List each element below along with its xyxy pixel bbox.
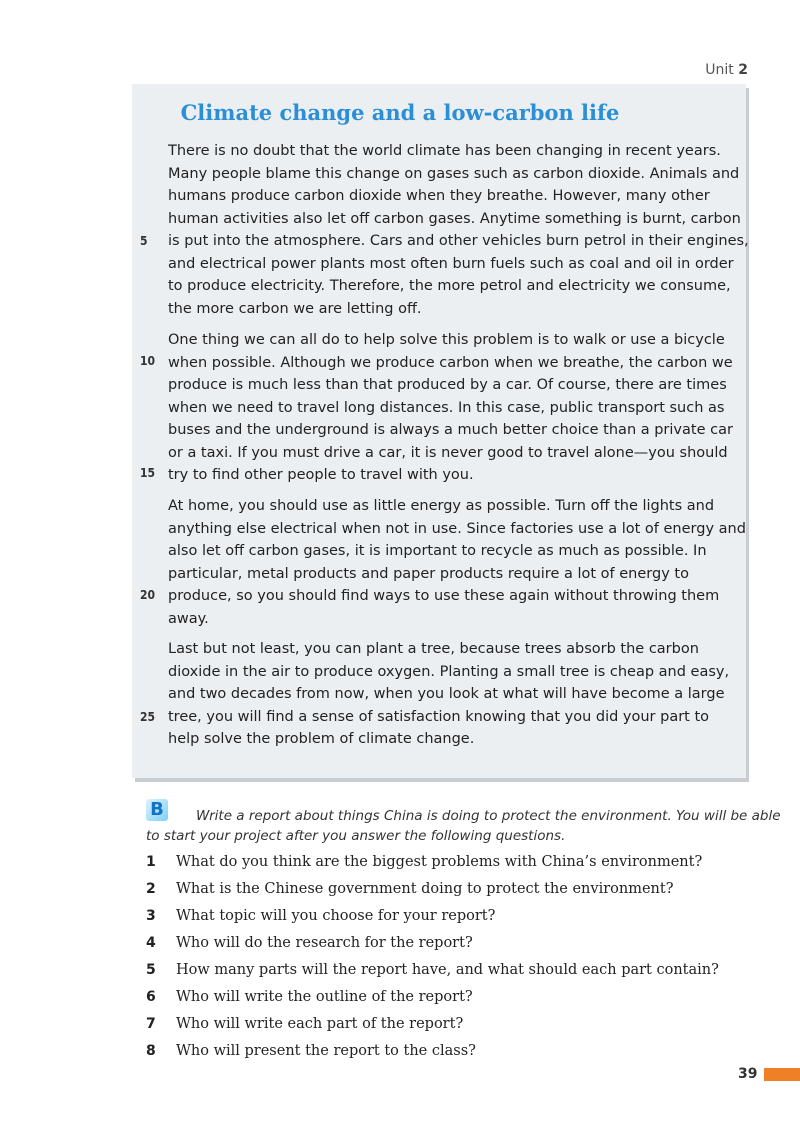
passage-line: One thing we can all do to help solve this problem is to walk or use a bicycle bbox=[168, 332, 725, 348]
passage-line: is put into the atmosphere. Cars and other vehicles burn petrol in their engines, bbox=[168, 233, 749, 249]
question-text: Who will write the outline of the report? bbox=[176, 989, 473, 1005]
passage-line: anything else electrical when not in use. Since factories use a lot of energy and bbox=[168, 520, 746, 537]
section-b-letter: B bbox=[150, 799, 164, 820]
passage-line: humans produce carbon dioxide when they breathe. However, many other bbox=[168, 188, 710, 204]
passage-line: Last but not least, you can plant a tree, because trees absorb the carbon bbox=[168, 641, 699, 657]
question-text: Who will write each part of the report? bbox=[176, 1016, 464, 1032]
question-number: 4 bbox=[146, 935, 156, 951]
page-number: 39 bbox=[738, 1066, 758, 1082]
question-number: 3 bbox=[146, 908, 156, 924]
question-number: 6 bbox=[146, 989, 156, 1005]
section-b-instructions bbox=[146, 806, 781, 846]
line-number: 20 bbox=[140, 588, 156, 602]
passage-line: produce, so you should find ways to use these again without throwing them bbox=[168, 588, 720, 604]
passage-line: to produce electricity. Therefore, the more petrol and electricity we consume, bbox=[168, 278, 731, 294]
passage-line: when possible. Although we produce carbon when we breathe, the carbon we bbox=[168, 354, 733, 371]
unit-number: 2 bbox=[738, 62, 748, 78]
passage-line: try to find other people to travel with you. bbox=[168, 467, 474, 483]
passage-line: also let off carbon gases, it is important to recycle as much as possible. In bbox=[168, 543, 707, 559]
passage-line: Many people blame this change on gases such as carbon dioxide. Animals and bbox=[168, 165, 740, 182]
line-number: 5 bbox=[140, 234, 148, 248]
question-text: What do you think are the biggest problems with China’s environment? bbox=[176, 854, 703, 870]
page-accent-bar bbox=[764, 1068, 800, 1081]
question-text: How many parts will the report have, and what should each part contain? bbox=[176, 962, 719, 978]
question-text: Who will do the research for the report? bbox=[176, 935, 473, 951]
passage-paragraph-1 bbox=[168, 140, 749, 320]
passage-line: buses and the underground is always a much better choice than a private car bbox=[168, 422, 733, 438]
passage-line: when we need to travel long distances. In this case, public transport such as bbox=[168, 399, 725, 416]
question-text: What topic will you choose for your report? bbox=[176, 908, 496, 924]
passage-line: At home, you should use as little energy as possible. Turn off the lights and bbox=[168, 498, 715, 514]
question-number: 2 bbox=[146, 881, 156, 897]
unit-text: Unit bbox=[705, 62, 734, 78]
line-number: 25 bbox=[140, 710, 156, 724]
question-text: What is the Chinese government doing to protect the environment? bbox=[176, 881, 674, 897]
passage-line: human activities also let off carbon gases. Anytime something is burnt, carbon bbox=[168, 210, 741, 227]
passage-line: and electrical power plants most often burn fuels such as coal and oil in order bbox=[168, 255, 734, 272]
passage-line: or a taxi. If you must drive a car, it is never good to travel alone—you should bbox=[168, 444, 728, 461]
passage-line: produce is much less than that produced by a car. Of course, there are times bbox=[168, 377, 727, 393]
unit-label bbox=[705, 62, 748, 78]
passage-paragraph-2 bbox=[168, 329, 738, 487]
question-number: 1 bbox=[146, 854, 156, 870]
question-number: 8 bbox=[146, 1043, 156, 1059]
question-number: 5 bbox=[146, 962, 156, 978]
instruction-line: Write a report about things China is doing to protect the environment. You will be able bbox=[196, 808, 781, 824]
passage-line: dioxide in the air to produce oxygen. Planting a small tree is cheap and easy, bbox=[168, 663, 730, 680]
passage-paragraph-4 bbox=[168, 638, 738, 751]
passage-line: tree, you will find a sense of satisfaction knowing that you did your part to bbox=[168, 708, 710, 725]
question-number: 7 bbox=[146, 1016, 156, 1032]
instruction-line: to start your project after you answer the following questions. bbox=[146, 828, 566, 844]
passage-line: the more carbon we are letting off. bbox=[168, 300, 422, 317]
passage-paragraph-3 bbox=[168, 495, 746, 630]
passage-line: away. bbox=[168, 610, 209, 627]
passage-line: help solve the problem of climate change. bbox=[168, 731, 475, 747]
line-number: 10 bbox=[140, 354, 156, 368]
line-number: 15 bbox=[140, 466, 156, 480]
passage-line: and two decades from now, when you look at what will have become a large bbox=[168, 686, 725, 702]
passage-line: There is no doubt that the world climate has been changing in recent years. bbox=[168, 143, 721, 159]
question-text: Who will present the report to the class? bbox=[176, 1043, 476, 1059]
passage-line: particular, metal products and paper products require a lot of energy to bbox=[168, 565, 689, 582]
passage-title: Climate change and a low-carbon life bbox=[180, 100, 620, 125]
